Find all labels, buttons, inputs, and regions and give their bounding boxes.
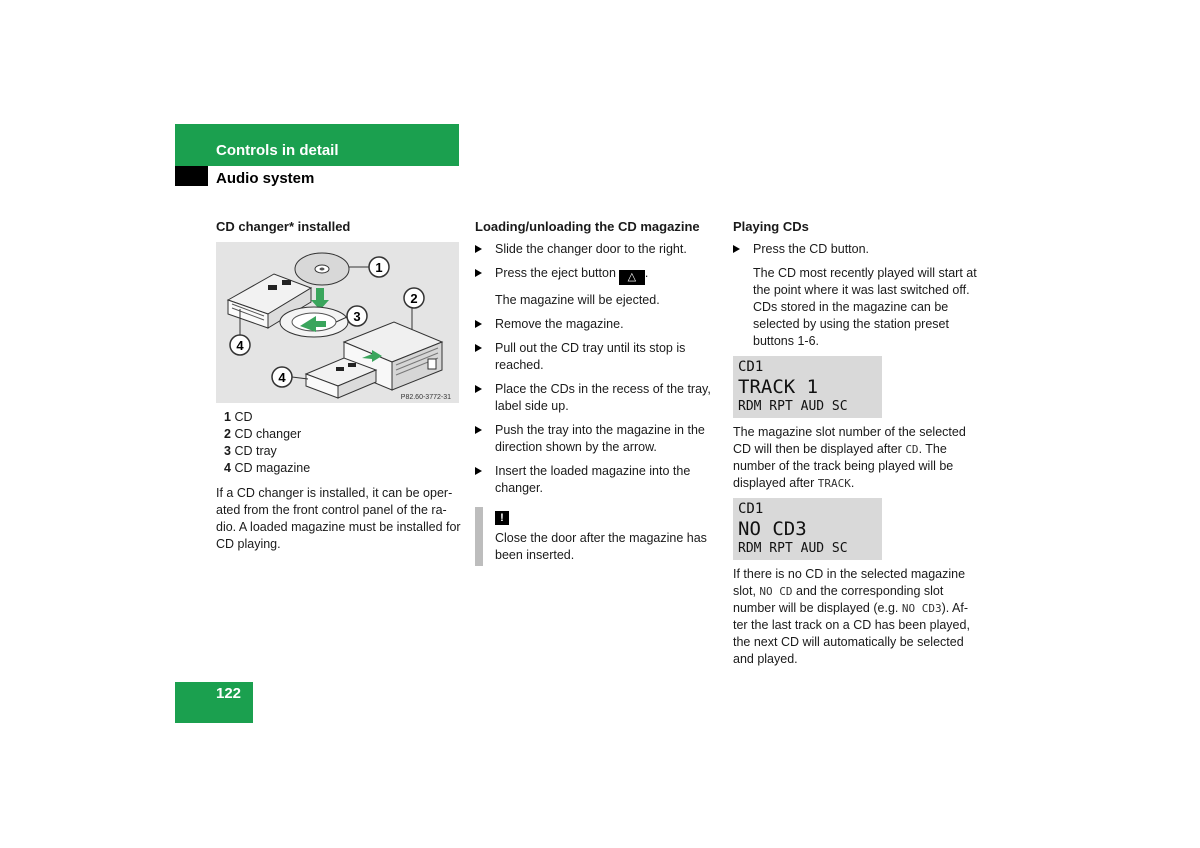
callout-4a: 4 bbox=[236, 338, 244, 353]
column-playing-cds bbox=[733, 219, 978, 668]
display-no-cd bbox=[733, 498, 882, 560]
step-item: Press the CD button. bbox=[733, 241, 978, 258]
heading-cd-changer: CD changer* installed bbox=[216, 219, 351, 234]
cd-tray-drawing bbox=[280, 307, 348, 337]
warning-icon: ! bbox=[495, 511, 509, 525]
bullet-arrow-icon bbox=[475, 426, 482, 434]
step-item: Slide the changer door to the right. bbox=[475, 241, 720, 258]
bullet-arrow-icon bbox=[475, 245, 482, 253]
step-result: The magazine will be ejected. bbox=[495, 293, 660, 307]
display-line-2: TRACK 1 bbox=[738, 376, 819, 398]
note-box bbox=[475, 507, 720, 566]
cd-disc-drawing bbox=[295, 253, 349, 285]
display-line-3: RDM RPT AUD SC bbox=[738, 541, 848, 556]
callout-3: 3 bbox=[353, 309, 361, 324]
display-track bbox=[733, 356, 882, 418]
legend-item: 3 CD tray bbox=[224, 444, 277, 458]
step-item: Press the eject button △ . bbox=[475, 265, 720, 285]
column-loading-magazine bbox=[475, 219, 720, 566]
note-text: Close the door after the magazine has been inserted. bbox=[495, 531, 707, 562]
page-number-box bbox=[175, 682, 253, 723]
eject-icon: △ bbox=[619, 270, 645, 285]
bullet-arrow-icon bbox=[475, 385, 482, 393]
bullet-arrow-icon bbox=[475, 344, 482, 352]
bullet-arrow-icon bbox=[475, 320, 482, 328]
step-item: Place the CDs in the recess of the tray, label side up. bbox=[475, 381, 720, 415]
heading-loading: Loading/unloading the CD magazine bbox=[475, 219, 700, 234]
bullet-arrow-icon bbox=[733, 245, 740, 253]
callout-2: 2 bbox=[410, 291, 418, 306]
step-item: Insert the loaded magazine into the changer. bbox=[475, 463, 720, 497]
section-title: Controls in detail bbox=[216, 142, 339, 159]
legend-item: 4 CD magazine bbox=[224, 461, 311, 475]
cd-changer-drawing bbox=[216, 242, 459, 403]
column-cd-changer bbox=[216, 219, 461, 553]
track-display-description: The magazine slot number of the selected CD will then be displayed after CD. The number of the track being played will be displayed after TRACK. bbox=[733, 425, 966, 490]
no-cd-description: If there is no CD in the selected magazine slot, NO CD and the corresponding slot number will be displayed (e.g. NO CD3). Af-ter the last track on a CD has been played, the next CD will automatically be selected and played. bbox=[733, 567, 970, 666]
callout-4b: 4 bbox=[278, 370, 286, 385]
callout-1: 1 bbox=[375, 260, 383, 275]
heading-playing: Playing CDs bbox=[733, 219, 809, 234]
figure-legend bbox=[216, 409, 461, 477]
legend-item: 1 CD bbox=[224, 410, 253, 424]
display-line-2: NO CD3 bbox=[738, 518, 807, 540]
step-item: Push the tray into the magazine in the direction shown by the arrow. bbox=[475, 422, 720, 456]
bullet-arrow-icon bbox=[475, 269, 482, 277]
cd-changer-description: If a CD changer is installed, it can be oper-ated from the front control panel of the ra-dio. A loaded magazine must be installed for CD playing. bbox=[216, 486, 461, 551]
display-line-3: RDM RPT AUD SC bbox=[738, 399, 848, 414]
header-marker bbox=[175, 166, 208, 186]
legend-item: 2 CD changer bbox=[224, 427, 302, 441]
display-line-1: CD1 bbox=[738, 359, 764, 375]
display-line-1: CD1 bbox=[738, 501, 764, 517]
bullet-arrow-icon bbox=[475, 467, 482, 475]
figure-code: P82.60-3772-31 bbox=[400, 394, 451, 401]
page-number: 122 bbox=[216, 685, 242, 702]
step-item: Pull out the CD tray until its stop is reached. bbox=[475, 340, 720, 374]
section-subtitle: Audio system bbox=[216, 170, 315, 187]
step-result: The CD most recently played will start at the point where it was last switched off. CDs stored in the magazine can be selected by using the station preset buttons 1-6. bbox=[753, 266, 977, 348]
cd-changer-illustration bbox=[216, 242, 459, 403]
step-item: Remove the magazine. bbox=[475, 316, 720, 333]
